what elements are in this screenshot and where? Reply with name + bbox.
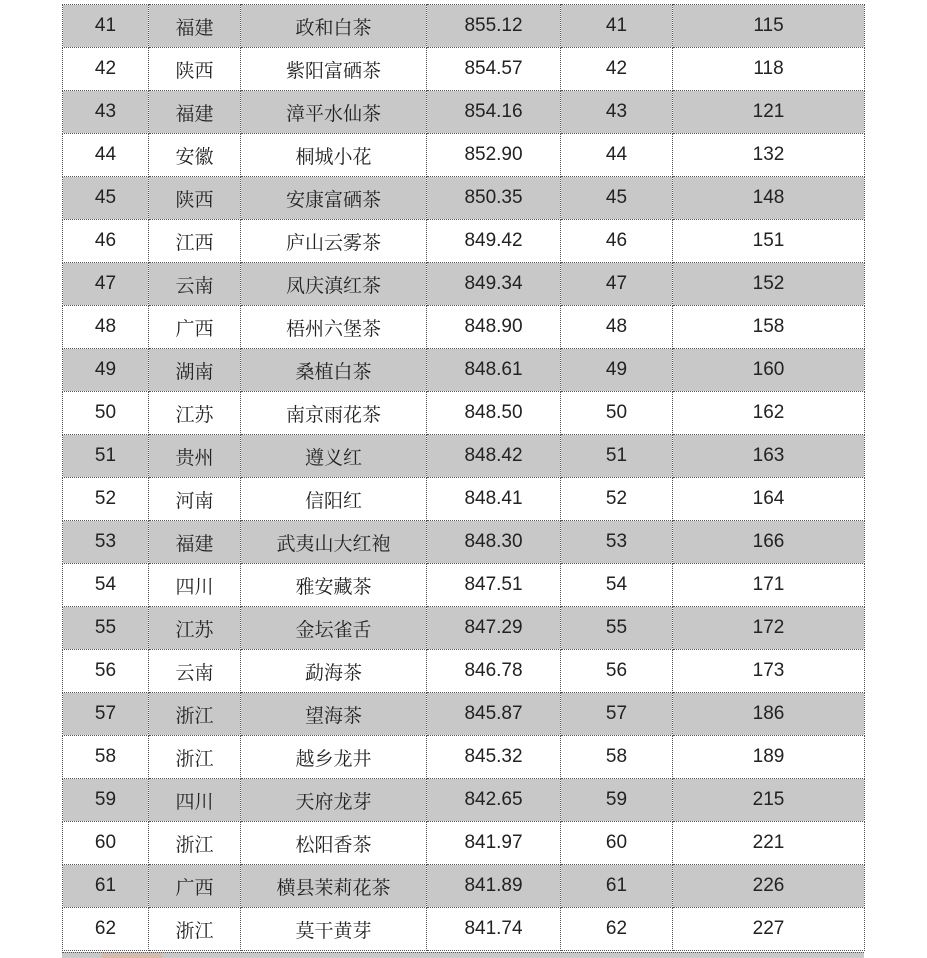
table-row xyxy=(63,865,865,908)
rank-cell: 58 xyxy=(63,736,149,779)
province-cell: 云南 xyxy=(149,650,241,693)
score-cell: 842.65 xyxy=(427,779,561,822)
rank-repeat-cell: 62 xyxy=(561,908,673,951)
overall-rank-cell: 164 xyxy=(673,478,865,521)
overall-rank-cell: 166 xyxy=(673,521,865,564)
rank-cell: 50 xyxy=(63,392,149,435)
rank-cell: 60 xyxy=(63,822,149,865)
province-cell: 福建 xyxy=(149,521,241,564)
overall-rank-cell: 162 xyxy=(673,392,865,435)
ranking-table-container xyxy=(62,4,864,951)
rank-repeat-cell: 48 xyxy=(561,306,673,349)
tea-name-cell: 武夷山大红袍 xyxy=(241,521,427,564)
tea-name-cell: 桐城小花 xyxy=(241,134,427,177)
rank-cell: 45 xyxy=(63,177,149,220)
table-row xyxy=(63,564,865,607)
province-cell: 江西 xyxy=(149,220,241,263)
province-cell: 广西 xyxy=(149,306,241,349)
province-cell: 贵州 xyxy=(149,435,241,478)
rank-repeat-cell: 61 xyxy=(561,865,673,908)
score-cell: 848.90 xyxy=(427,306,561,349)
overall-rank-cell: 158 xyxy=(673,306,865,349)
tea-name-cell: 庐山云雾茶 xyxy=(241,220,427,263)
overall-rank-cell: 163 xyxy=(673,435,865,478)
table-row xyxy=(63,177,865,220)
rank-cell: 56 xyxy=(63,650,149,693)
rank-repeat-cell: 47 xyxy=(561,263,673,306)
rank-cell: 47 xyxy=(63,263,149,306)
table-row xyxy=(63,48,865,91)
overall-rank-cell: 189 xyxy=(673,736,865,779)
rank-repeat-cell: 45 xyxy=(561,177,673,220)
overall-rank-cell: 221 xyxy=(673,822,865,865)
tea-name-cell: 桑植白茶 xyxy=(241,349,427,392)
overall-rank-cell: 215 xyxy=(673,779,865,822)
score-cell: 845.32 xyxy=(427,736,561,779)
tea-name-cell: 勐海茶 xyxy=(241,650,427,693)
rank-repeat-cell: 43 xyxy=(561,91,673,134)
table-row xyxy=(63,91,865,134)
tea-name-cell: 松阳香茶 xyxy=(241,822,427,865)
tea-name-cell: 雅安藏茶 xyxy=(241,564,427,607)
score-cell: 848.50 xyxy=(427,392,561,435)
overall-rank-cell: 121 xyxy=(673,91,865,134)
rank-cell: 49 xyxy=(63,349,149,392)
score-cell: 848.30 xyxy=(427,521,561,564)
tea-name-cell: 漳平水仙茶 xyxy=(241,91,427,134)
table-row xyxy=(63,435,865,478)
rank-cell: 51 xyxy=(63,435,149,478)
tea-name-cell: 紫阳富硒茶 xyxy=(241,48,427,91)
overall-rank-cell: 160 xyxy=(673,349,865,392)
province-cell: 福建 xyxy=(149,91,241,134)
rank-repeat-cell: 55 xyxy=(561,607,673,650)
table-row xyxy=(63,908,865,951)
tea-name-cell: 莫干黄芽 xyxy=(241,908,427,951)
province-cell: 陕西 xyxy=(149,48,241,91)
province-cell: 四川 xyxy=(149,564,241,607)
tea-name-cell: 遵义红 xyxy=(241,435,427,478)
rank-repeat-cell: 57 xyxy=(561,693,673,736)
next-row-highlight xyxy=(102,953,162,958)
score-cell: 855.12 xyxy=(427,5,561,48)
table-row xyxy=(63,607,865,650)
rank-cell: 62 xyxy=(63,908,149,951)
province-cell: 浙江 xyxy=(149,693,241,736)
overall-rank-cell: 173 xyxy=(673,650,865,693)
rank-cell: 59 xyxy=(63,779,149,822)
tea-name-cell: 安康富硒茶 xyxy=(241,177,427,220)
province-cell: 湖南 xyxy=(149,349,241,392)
score-cell: 848.61 xyxy=(427,349,561,392)
score-cell: 841.89 xyxy=(427,865,561,908)
rank-cell: 55 xyxy=(63,607,149,650)
table-row xyxy=(63,349,865,392)
table-row xyxy=(63,220,865,263)
province-cell: 陕西 xyxy=(149,177,241,220)
table-row xyxy=(63,779,865,822)
province-cell: 云南 xyxy=(149,263,241,306)
score-cell: 854.16 xyxy=(427,91,561,134)
rank-cell: 43 xyxy=(63,91,149,134)
rank-cell: 54 xyxy=(63,564,149,607)
tea-name-cell: 政和白茶 xyxy=(241,5,427,48)
rank-repeat-cell: 59 xyxy=(561,779,673,822)
rank-cell: 48 xyxy=(63,306,149,349)
province-cell: 福建 xyxy=(149,5,241,48)
rank-cell: 41 xyxy=(63,5,149,48)
score-cell: 847.29 xyxy=(427,607,561,650)
province-cell: 浙江 xyxy=(149,908,241,951)
overall-rank-cell: 186 xyxy=(673,693,865,736)
tea-name-cell: 横县茉莉花茶 xyxy=(241,865,427,908)
score-cell: 849.34 xyxy=(427,263,561,306)
table-row xyxy=(63,478,865,521)
rank-repeat-cell: 60 xyxy=(561,822,673,865)
rank-cell: 53 xyxy=(63,521,149,564)
tea-name-cell: 梧州六堡茶 xyxy=(241,306,427,349)
rank-repeat-cell: 51 xyxy=(561,435,673,478)
rank-repeat-cell: 42 xyxy=(561,48,673,91)
province-cell: 四川 xyxy=(149,779,241,822)
rank-cell: 44 xyxy=(63,134,149,177)
rank-cell: 57 xyxy=(63,693,149,736)
rank-repeat-cell: 54 xyxy=(561,564,673,607)
province-cell: 江苏 xyxy=(149,607,241,650)
rank-repeat-cell: 56 xyxy=(561,650,673,693)
table-row xyxy=(63,134,865,177)
table-row xyxy=(63,5,865,48)
tea-name-cell: 金坛雀舌 xyxy=(241,607,427,650)
score-cell: 847.51 xyxy=(427,564,561,607)
province-cell: 浙江 xyxy=(149,822,241,865)
province-cell: 江苏 xyxy=(149,392,241,435)
tea-name-cell: 望海茶 xyxy=(241,693,427,736)
table-row xyxy=(63,263,865,306)
rank-cell: 61 xyxy=(63,865,149,908)
score-cell: 849.42 xyxy=(427,220,561,263)
next-row-edge xyxy=(62,952,864,958)
rank-cell: 46 xyxy=(63,220,149,263)
overall-rank-cell: 148 xyxy=(673,177,865,220)
score-cell: 848.41 xyxy=(427,478,561,521)
ranking-table xyxy=(62,4,865,951)
table-row xyxy=(63,521,865,564)
rank-repeat-cell: 46 xyxy=(561,220,673,263)
rank-repeat-cell: 53 xyxy=(561,521,673,564)
score-cell: 846.78 xyxy=(427,650,561,693)
tea-name-cell: 南京雨花茶 xyxy=(241,392,427,435)
score-cell: 841.74 xyxy=(427,908,561,951)
overall-rank-cell: 115 xyxy=(673,5,865,48)
province-cell: 广西 xyxy=(149,865,241,908)
overall-rank-cell: 227 xyxy=(673,908,865,951)
table-row xyxy=(63,392,865,435)
table-row xyxy=(63,306,865,349)
score-cell: 841.97 xyxy=(427,822,561,865)
table-row xyxy=(63,822,865,865)
score-cell: 854.57 xyxy=(427,48,561,91)
score-cell: 845.87 xyxy=(427,693,561,736)
overall-rank-cell: 152 xyxy=(673,263,865,306)
overall-rank-cell: 171 xyxy=(673,564,865,607)
ranking-table-body xyxy=(63,5,865,951)
score-cell: 852.90 xyxy=(427,134,561,177)
tea-name-cell: 信阳红 xyxy=(241,478,427,521)
overall-rank-cell: 118 xyxy=(673,48,865,91)
rank-repeat-cell: 41 xyxy=(561,5,673,48)
overall-rank-cell: 226 xyxy=(673,865,865,908)
rank-repeat-cell: 49 xyxy=(561,349,673,392)
score-cell: 848.42 xyxy=(427,435,561,478)
rank-repeat-cell: 44 xyxy=(561,134,673,177)
overall-rank-cell: 172 xyxy=(673,607,865,650)
province-cell: 河南 xyxy=(149,478,241,521)
table-row xyxy=(63,736,865,779)
tea-name-cell: 凤庆滇红茶 xyxy=(241,263,427,306)
province-cell: 浙江 xyxy=(149,736,241,779)
rank-repeat-cell: 50 xyxy=(561,392,673,435)
rank-cell: 52 xyxy=(63,478,149,521)
province-cell: 安徽 xyxy=(149,134,241,177)
overall-rank-cell: 132 xyxy=(673,134,865,177)
tea-name-cell: 越乡龙井 xyxy=(241,736,427,779)
tea-name-cell: 天府龙芽 xyxy=(241,779,427,822)
table-row xyxy=(63,693,865,736)
overall-rank-cell: 151 xyxy=(673,220,865,263)
rank-repeat-cell: 58 xyxy=(561,736,673,779)
rank-cell: 42 xyxy=(63,48,149,91)
rank-repeat-cell: 52 xyxy=(561,478,673,521)
table-row xyxy=(63,650,865,693)
score-cell: 850.35 xyxy=(427,177,561,220)
